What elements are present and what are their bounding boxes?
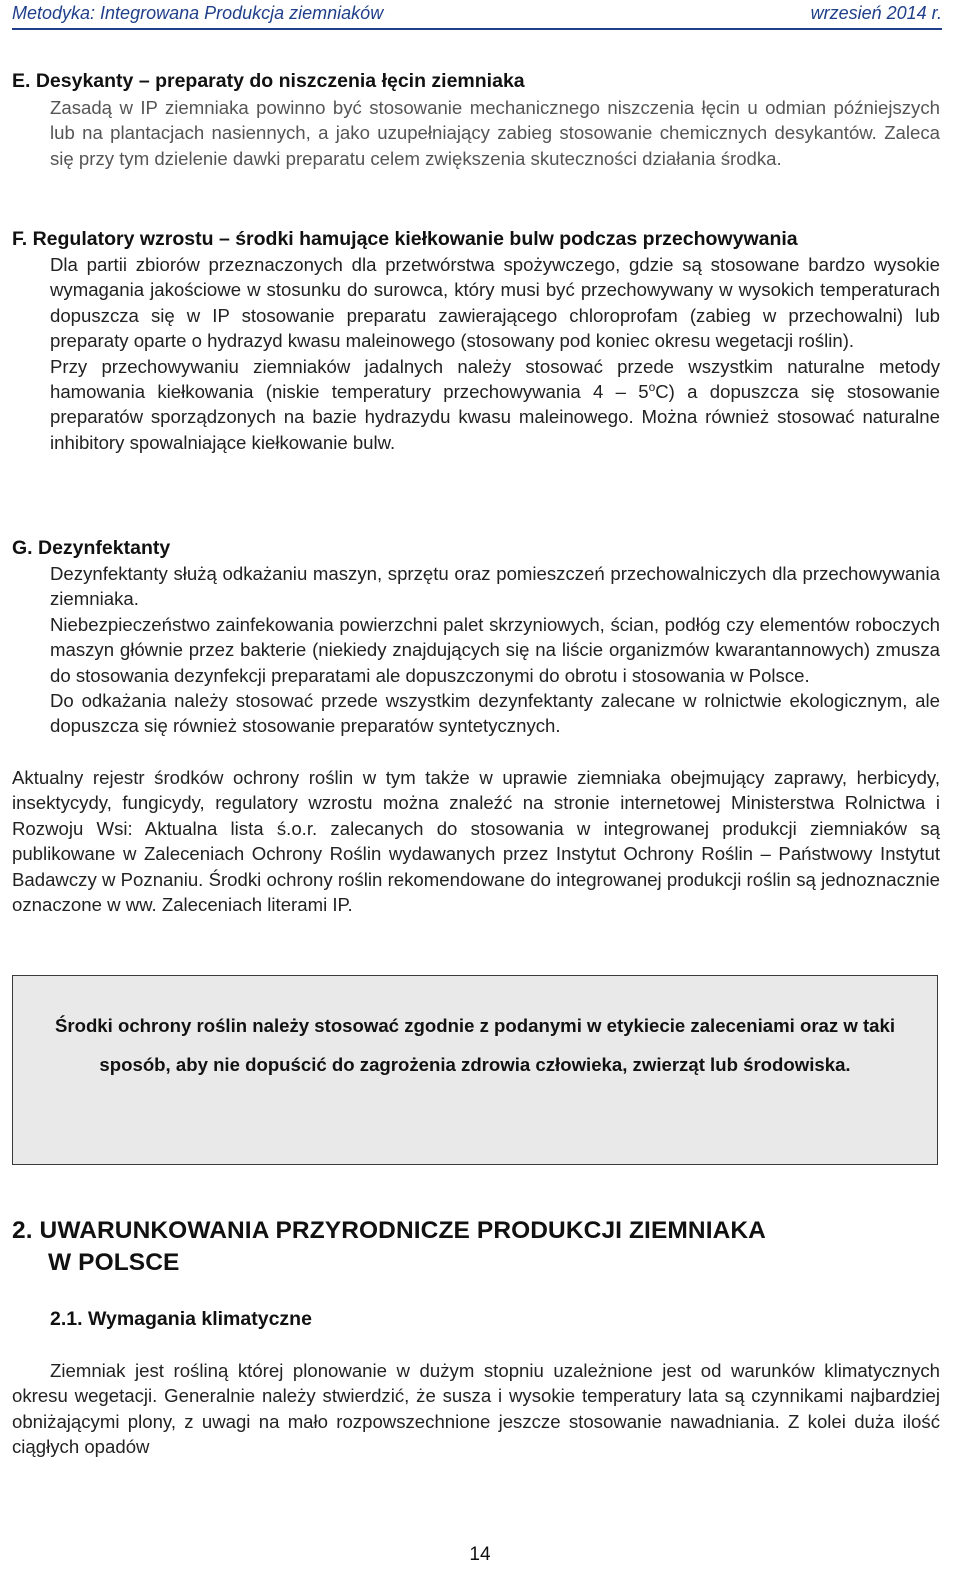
section-e-paragraph-part2: Zaleca się przy tym dzielenie dawki preparatu celem zwiększenia skuteczności działania środka.	[50, 122, 941, 169]
section-f-title: F. Regulatory wzrostu – środki hamujące kiełkowanie bulw podczas przechowywania	[12, 228, 798, 250]
notice-box	[12, 975, 938, 1165]
section-e-paragraph-part1: Zasadą w IP ziemniaka powinno być stosowanie mechanicznego niszczenia łęcin u odmian późniejszych lub na plantacjach nasiennych, a jako uzupełniający zabieg stosowanie chemicznych desykantów.	[50, 97, 940, 144]
running-header	[12, 0, 942, 30]
section-g	[12, 535, 940, 561]
section-f-paragraph-2	[50, 354, 940, 456]
section-g-body	[50, 561, 940, 739]
registry-paragraph: Aktualny rejestr środków ochrony roślin w tym także w uprawie ziemniaka obejmujący zaprawy, herbicydy, insektycydy, fungicydy, regulatory wzrostu można znaleźć na stronie internetowej Ministerstwa Rolnictwa i Rozwoju Wsi: Aktualna lista ś.o.r. zalecanych do stosowania w integrowanej produkcji ziemniaków są publikowane w Zaleceniach Ochrony Roślin wydawanych przez Instytut Ochrony Roślin – Państwowy Instytut Badawczy w Poznaniu. Środki ochrony roślin rekomendowane do integrowanej produkcji roślin są jednoznacznie oznaczone w ww. Zaleceniach literami IP.	[12, 767, 940, 916]
page-number: 14	[469, 1544, 491, 1565]
section-g-paragraph-3: Do odkażania należy stosować przede wszystkim dezynfektanty zalecane w rolnictwie ekologicznym, ale dopuszcza się również stosowanie preparatów syntetycznych.	[50, 690, 940, 737]
header-date: wrzesień 2014 r.	[810, 3, 942, 23]
section-g-paragraph-1: Dezynfektanty służą odkażaniu maszyn, sprzętu oraz pomieszczeń przechowalniczych dla przechowywania ziemniaka.	[50, 563, 940, 610]
section-2-1-title: 2.1. Wymagania klimatyczne	[50, 1308, 312, 1330]
section-e-paragraph	[50, 95, 940, 171]
chapter-2-title	[12, 1215, 940, 1279]
section-2-1	[50, 1306, 940, 1332]
section-f	[12, 226, 940, 252]
chapter-2	[12, 1215, 940, 1279]
degree-superscript: o	[648, 379, 656, 394]
registry-section	[12, 765, 940, 917]
section-e-body	[50, 95, 940, 171]
section-f-paragraph-1: Dla partii zbiorów przeznaczonych dla przetwórstwa spożywczego, gdzie są stosowane bardzo wysokie wymagania jakościowe w stosunku do surowca, który musi być przechowywany w wysokich temperaturach dopuszcza się w IP stosowanie preparatu zawierającego chloroprofam (zabieg w przechowalni) lub preparaty oparte o hydrazyd kwasu maleinowego (stosowany pod koniec okresu wegetacji roślin).	[50, 254, 940, 352]
chapter-2-title-line-2: W POLSCE	[48, 1249, 180, 1276]
section-f-paragraph-2-text: Przy przechowywaniu ziemniaków jadalnych należy stosować przede wszystkim naturalne metody hamowania kiełkowania (niskie temperatury przechowywania 4 – 5	[50, 355, 940, 403]
notice-text: Środki ochrony roślin należy stosować zgodnie z podanymi w etykiecie zaleceniami oraz w taki sposób, aby nie dopuścić do zagrożenia zdrowia człowieka, zwierząt lub środowiska.	[54, 1015, 896, 1075]
section-f-body	[50, 252, 940, 455]
section-g-title: G. Dezynfektanty	[12, 537, 171, 559]
section-e-title: E. Desykanty – preparaty do niszczenia łęcin ziemniaka	[12, 70, 525, 92]
section-e	[12, 68, 940, 94]
header-title: Metodyka: Integrowana Produkcja ziemniaków	[12, 3, 384, 23]
section-f-paragraph-2-rest: C) a dopuszcza się stosowanie preparatów sporządzonych na bazie hydrazydu kwasu maleinowego. Można również stosować naturalne inhibitory spowalniające kiełkowanie bulw.	[50, 381, 940, 453]
section-g-paragraph-2: Niebezpieczeństwo zainfekowania powierzchni palet skrzyniowych, ścian, podłóg czy elementów roboczych maszyn głównie przez bakterie (niekiedy znajdujących się na liście organizmów kwarantannowych) zmusza do stosowania dezynfekcji preparatami ale dopuszczonymi do obrotu i stosowania w Polsce.	[50, 613, 940, 686]
section-2-1-paragraph: Ziemniak jest rośliną której plonowanie w dużym stopniu uzależnione jest od warunków klimatycznych okresu wegetacji. Generalnie należy stwierdzić, że susza i wysokie temperatury lata są czynnikami najbardziej obniżającymi plony, z uwagi na mało rozpowszechnione jeszcze stosowanie nawadniania. Z kolei duża ilość ciągłych opadów	[12, 1360, 940, 1458]
chapter-2-title-line-1: 2. UWARUNKOWANIA PRZYRODNICZE PRODUKCJI ZIEMNIAKA	[12, 1217, 766, 1244]
section-2-1-body	[12, 1358, 940, 1460]
